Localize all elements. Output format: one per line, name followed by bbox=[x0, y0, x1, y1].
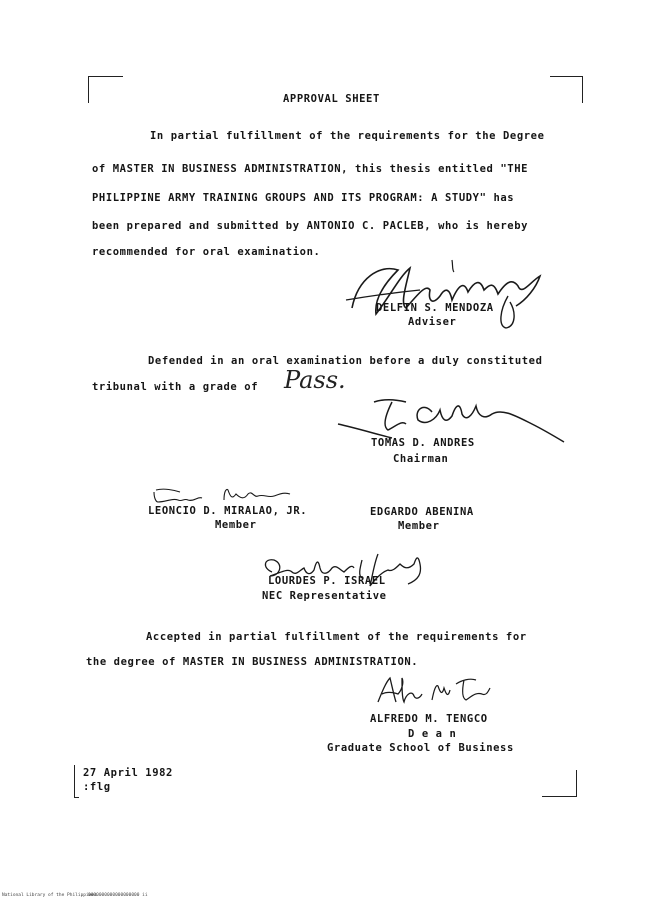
member2-name: EDGARDO ABENINA bbox=[370, 506, 474, 518]
paragraph1-line5: recommended for oral examination. bbox=[92, 246, 321, 258]
dean-signature bbox=[372, 672, 492, 710]
paragraph3-line2: the degree of MASTER IN BUSINESS ADMINISTRATION. bbox=[86, 656, 419, 668]
corner-mark-top-left bbox=[88, 76, 123, 103]
paragraph2-line1: Defended in an oral examination before a duly constituted bbox=[148, 355, 543, 367]
corner-mark-bottom-left bbox=[74, 765, 79, 798]
adviser-role: Adviser bbox=[408, 316, 457, 328]
member2-role: Member bbox=[398, 520, 440, 532]
nec-rep-name: LOURDES P. ISRAEL bbox=[268, 575, 386, 587]
paragraph3-line1: Accepted in partial fulfillment of the requirements for bbox=[146, 631, 527, 643]
paragraph1-line1: In partial fulfillment of the requirements for the Degree bbox=[150, 130, 545, 142]
member1-name: LEONCIO D. MIRALAO, JR. bbox=[148, 505, 308, 517]
dean-office: Graduate School of Business bbox=[327, 742, 514, 754]
paragraph1-line3: PHILIPPINE ARMY TRAINING GROUPS AND ITS PROGRAM: A STUDY" has bbox=[92, 192, 515, 204]
nec-rep-role: NEC Representative bbox=[262, 590, 387, 602]
paragraph1-line4: been prepared and submitted by ANTONIO C. PACLEB, who is hereby bbox=[92, 220, 529, 232]
date: 27 April 1982 bbox=[83, 767, 173, 779]
dean-role: D e a n bbox=[408, 728, 457, 740]
corner-mark-top-right bbox=[550, 76, 583, 103]
footer-left: National Library of the Philippines bbox=[2, 893, 97, 898]
corner-mark-bottom-right bbox=[542, 770, 577, 797]
member1-signature bbox=[150, 484, 300, 506]
paragraph1-line2: of MASTER IN BUSINESS ADMINISTRATION, this thesis entitled "THE bbox=[92, 163, 529, 175]
chairman-name: TOMAS D. ANDRES bbox=[371, 437, 475, 449]
grade-handwritten: Pass. bbox=[284, 366, 346, 394]
chairman-role: Chairman bbox=[393, 453, 449, 465]
footer-right: 0000000000000000000 ii bbox=[88, 893, 148, 898]
adviser-name: DELFIN S. MENDOZA bbox=[376, 302, 494, 314]
paragraph2-line2: tribunal with a grade of bbox=[92, 381, 259, 393]
member1-role: Member bbox=[215, 519, 257, 531]
dean-name: ALFREDO M. TENGCO bbox=[370, 713, 488, 725]
initials: :flg bbox=[83, 781, 111, 793]
page-title: APPROVAL SHEET bbox=[283, 93, 380, 105]
